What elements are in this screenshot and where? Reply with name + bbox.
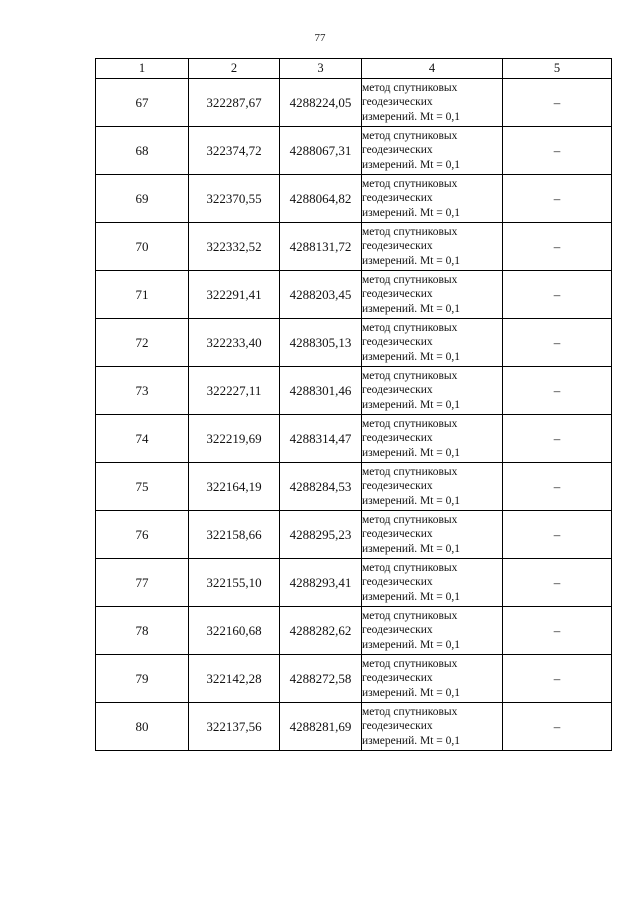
coordinate-y-cell: 4288301,46 <box>280 367 362 415</box>
point-number-cell: 75 <box>96 463 189 511</box>
table-row <box>96 367 612 415</box>
table-row <box>96 559 612 607</box>
point-number-cell: 76 <box>96 511 189 559</box>
page-number: 77 <box>314 32 326 44</box>
table-row <box>96 223 612 271</box>
column-header-3: 3 <box>280 59 362 79</box>
method-line: геодезических <box>362 432 433 445</box>
coordinate-y-cell: 4288224,05 <box>280 79 362 127</box>
point-number-cell: 69 <box>96 175 189 223</box>
method-line: геодезических <box>362 576 433 589</box>
method-line: геодезических <box>362 288 433 301</box>
method-line: измерений. Mt = 0,1 <box>362 254 461 267</box>
point-number-cell: 70 <box>96 223 189 271</box>
method-line: измерений. Mt = 0,1 <box>362 542 461 555</box>
coordinate-x-cell: 322155,10 <box>189 559 280 607</box>
table-row <box>96 607 612 655</box>
method-line: измерений. Mt = 0,1 <box>362 302 461 315</box>
point-number-cell: 73 <box>96 367 189 415</box>
method-line: метод спутниковых <box>362 82 458 95</box>
method-line: измерений. Mt = 0,1 <box>362 590 461 603</box>
method-line: геодезических <box>362 144 433 157</box>
method-description-cell <box>362 463 503 511</box>
coordinate-y-cell: 4288295,23 <box>280 511 362 559</box>
method-line: геодезических <box>362 240 433 253</box>
point-number-cell: 72 <box>96 319 189 367</box>
method-line: геодезических <box>362 96 433 109</box>
method-description-cell <box>362 271 503 319</box>
coordinate-y-cell: 4288064,82 <box>280 175 362 223</box>
table-body <box>96 59 612 751</box>
method-line: метод спутниковых <box>362 658 458 671</box>
table-row <box>96 463 612 511</box>
note-cell: – <box>503 367 612 415</box>
coordinate-y-cell: 4288272,58 <box>280 655 362 703</box>
method-line: метод спутниковых <box>362 370 458 383</box>
method-line: метод спутниковых <box>362 466 458 479</box>
note-cell: – <box>503 415 612 463</box>
method-line: метод спутниковых <box>362 178 458 191</box>
coordinates-table-container <box>95 58 611 751</box>
note-cell: – <box>503 319 612 367</box>
coordinate-x-cell: 322137,56 <box>189 703 280 751</box>
method-line: измерений. Mt = 0,1 <box>362 494 461 507</box>
method-line: геодезических <box>362 720 433 733</box>
table-row <box>96 319 612 367</box>
note-cell: – <box>503 127 612 175</box>
coordinate-x-cell: 322164,19 <box>189 463 280 511</box>
method-description-cell <box>362 511 503 559</box>
point-number-cell: 71 <box>96 271 189 319</box>
coordinate-x-cell: 322287,67 <box>189 79 280 127</box>
point-number-cell: 78 <box>96 607 189 655</box>
coordinate-x-cell: 322142,28 <box>189 655 280 703</box>
method-line: геодезических <box>362 624 433 637</box>
coordinate-y-cell: 4288203,45 <box>280 271 362 319</box>
method-line: метод спутниковых <box>362 706 458 719</box>
coordinate-y-cell: 4288282,62 <box>280 607 362 655</box>
point-number-cell: 68 <box>96 127 189 175</box>
method-line: метод спутниковых <box>362 610 458 623</box>
table-row <box>96 511 612 559</box>
coordinate-y-cell: 4288281,69 <box>280 703 362 751</box>
note-cell: – <box>503 223 612 271</box>
table-row <box>96 415 612 463</box>
coordinate-x-cell: 322370,55 <box>189 175 280 223</box>
method-line: геодезических <box>362 192 433 205</box>
column-header-5: 5 <box>503 59 612 79</box>
coordinate-x-cell: 322233,40 <box>189 319 280 367</box>
method-description-cell <box>362 223 503 271</box>
column-header-4: 4 <box>362 59 503 79</box>
method-description-cell <box>362 367 503 415</box>
point-number-cell: 67 <box>96 79 189 127</box>
coordinate-x-cell: 322227,11 <box>189 367 280 415</box>
table-row <box>96 655 612 703</box>
method-line: измерений. Mt = 0,1 <box>362 206 461 219</box>
coordinate-x-cell: 322158,66 <box>189 511 280 559</box>
method-description-cell <box>362 607 503 655</box>
method-description-cell <box>362 127 503 175</box>
note-cell: – <box>503 175 612 223</box>
method-description-cell <box>362 559 503 607</box>
method-line: измерений. Mt = 0,1 <box>362 398 461 411</box>
table-row <box>96 271 612 319</box>
method-line: метод спутниковых <box>362 226 458 239</box>
table-row <box>96 703 612 751</box>
method-description-cell <box>362 703 503 751</box>
table-row <box>96 79 612 127</box>
method-description-cell <box>362 415 503 463</box>
coordinate-x-cell: 322291,41 <box>189 271 280 319</box>
method-line: метод спутниковых <box>362 274 458 287</box>
method-line: геодезических <box>362 384 433 397</box>
method-line: геодезических <box>362 672 433 685</box>
method-line: измерений. Mt = 0,1 <box>362 350 461 363</box>
note-cell: – <box>503 559 612 607</box>
method-line: метод спутниковых <box>362 130 458 143</box>
coordinate-y-cell: 4288305,13 <box>280 319 362 367</box>
coordinate-y-cell: 4288067,31 <box>280 127 362 175</box>
coordinate-y-cell: 4288284,53 <box>280 463 362 511</box>
coordinate-y-cell: 4288293,41 <box>280 559 362 607</box>
point-number-cell: 74 <box>96 415 189 463</box>
method-description-cell <box>362 175 503 223</box>
column-header-1: 1 <box>96 59 189 79</box>
coordinate-y-cell: 4288314,47 <box>280 415 362 463</box>
method-line: метод спутниковых <box>362 322 458 335</box>
method-line: измерений. Mt = 0,1 <box>362 158 461 171</box>
method-line: геодезических <box>362 336 433 349</box>
coordinate-x-cell: 322160,68 <box>189 607 280 655</box>
point-number-cell: 77 <box>96 559 189 607</box>
note-cell: – <box>503 607 612 655</box>
point-number-cell: 80 <box>96 703 189 751</box>
note-cell: – <box>503 271 612 319</box>
coordinate-x-cell: 322374,72 <box>189 127 280 175</box>
method-line: измерений. Mt = 0,1 <box>362 110 461 123</box>
method-line: метод спутниковых <box>362 562 458 575</box>
note-cell: – <box>503 655 612 703</box>
coordinate-y-cell: 4288131,72 <box>280 223 362 271</box>
method-line: измерений. Mt = 0,1 <box>362 686 461 699</box>
note-cell: – <box>503 703 612 751</box>
method-description-cell <box>362 655 503 703</box>
coordinate-x-cell: 322219,69 <box>189 415 280 463</box>
table-header-row <box>96 59 612 79</box>
method-line: геодезических <box>362 480 433 493</box>
method-line: измерений. Mt = 0,1 <box>362 446 461 459</box>
note-cell: – <box>503 511 612 559</box>
method-line: метод спутниковых <box>362 514 458 527</box>
method-line: геодезических <box>362 528 433 541</box>
method-description-cell <box>362 319 503 367</box>
coordinate-x-cell: 322332,52 <box>189 223 280 271</box>
note-cell: – <box>503 79 612 127</box>
table-row <box>96 127 612 175</box>
point-number-cell: 79 <box>96 655 189 703</box>
method-line: метод спутниковых <box>362 418 458 431</box>
method-line: измерений. Mt = 0,1 <box>362 734 461 747</box>
method-description-cell <box>362 79 503 127</box>
column-header-2: 2 <box>189 59 280 79</box>
table-row <box>96 175 612 223</box>
method-line: измерений. Mt = 0,1 <box>362 638 461 651</box>
note-cell: – <box>503 463 612 511</box>
coordinates-table <box>95 58 612 751</box>
